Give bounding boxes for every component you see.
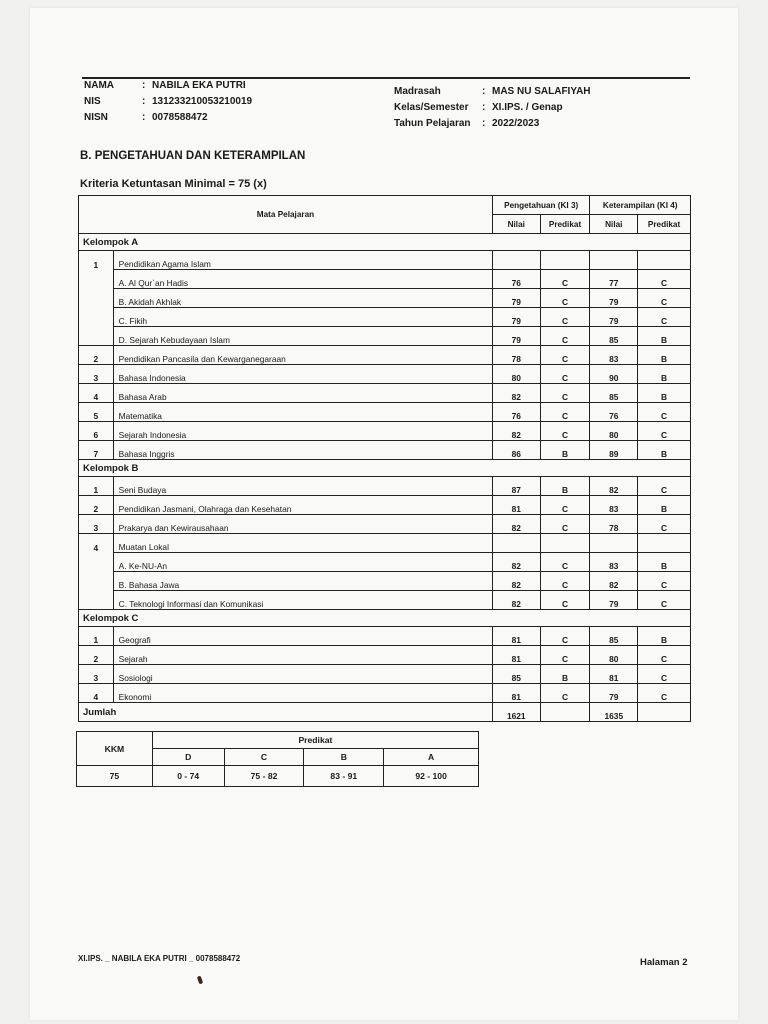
ki3-score: 81 xyxy=(492,684,540,703)
ki3-predikat: C xyxy=(540,308,590,327)
row-number: 2 xyxy=(79,496,114,515)
ki4-score xyxy=(590,251,638,270)
table-row xyxy=(79,646,691,665)
ki4-score xyxy=(590,534,638,553)
ki4-score: 82 xyxy=(590,572,638,591)
madrasah-row xyxy=(394,84,591,100)
subject-name: C. Teknologi Informasi dan Komunikasi xyxy=(113,591,492,610)
row-number: 3 xyxy=(79,515,114,534)
table-row xyxy=(79,665,691,684)
ki3-predikat: C xyxy=(540,422,590,441)
total-row xyxy=(79,703,691,722)
ki4-predikat: C xyxy=(638,572,691,591)
range-c: 75 - 82 xyxy=(224,766,304,787)
section-title: B. PENGETAHUAN DAN KETERAMPILAN xyxy=(80,150,306,162)
ki3-score: 82 xyxy=(492,515,540,534)
ki4-score: 80 xyxy=(590,646,638,665)
row-number: 1 xyxy=(79,627,114,646)
table-row xyxy=(79,553,691,572)
table-row xyxy=(79,684,691,703)
ki3-score: 82 xyxy=(492,384,540,403)
ki4-score: 83 xyxy=(590,553,638,572)
range-a: 92 - 100 xyxy=(384,766,479,787)
ki3-predikat: C xyxy=(540,553,590,572)
subject-name: Seni Budaya xyxy=(113,477,492,496)
ki3-predikat: C xyxy=(540,496,590,515)
row-number xyxy=(79,553,114,572)
ki4-predikat xyxy=(638,534,691,553)
subject-name: Matematika xyxy=(113,403,492,422)
ki4-predikat: C xyxy=(638,289,691,308)
madrasah-value: MAS NU SALAFIYAH xyxy=(492,86,591,97)
ki3-score: 82 xyxy=(492,422,540,441)
subject-name: Ekonomi xyxy=(113,684,492,703)
nisn-value: 0078588472 xyxy=(152,112,208,123)
ki4-predikat: B xyxy=(638,553,691,572)
table-row xyxy=(79,308,691,327)
kkm-value: 75 xyxy=(77,766,153,787)
row-number xyxy=(79,327,114,346)
predikat-label: Predikat xyxy=(152,732,478,749)
nama-label: NAMA xyxy=(84,80,114,91)
subject-name: Prakarya dan Kewirausahaan xyxy=(113,515,492,534)
ki3-score: 87 xyxy=(492,477,540,496)
ki4-score: 79 xyxy=(590,684,638,703)
ki3-score: 85 xyxy=(492,665,540,684)
row-number xyxy=(79,308,114,327)
ki4-score: 80 xyxy=(590,422,638,441)
subject-name: Muatan Lokal xyxy=(113,534,492,553)
grade-a: A xyxy=(384,749,479,766)
ki4-predikat: C xyxy=(638,270,691,289)
ki4-score: 78 xyxy=(590,515,638,534)
group-header-row xyxy=(79,610,691,627)
total-label: Jumlah xyxy=(79,703,493,722)
colon: : xyxy=(482,86,486,97)
ki4-score: 89 xyxy=(590,441,638,460)
ki3-score: 79 xyxy=(492,327,540,346)
ki3-score: 79 xyxy=(492,308,540,327)
subject-name: B. Akidah Akhlak xyxy=(113,289,492,308)
row-number: 2 xyxy=(79,646,114,665)
ki3-score: 82 xyxy=(492,591,540,610)
ki4-score: 85 xyxy=(590,627,638,646)
row-number: 4 xyxy=(79,384,114,403)
group-label: Kelompok A xyxy=(79,234,691,251)
ki4-predikat: C xyxy=(638,403,691,422)
ki3-predikat: C xyxy=(540,346,590,365)
kkm-table xyxy=(76,731,479,787)
ki4-score: 79 xyxy=(590,591,638,610)
ki4-predikat: C xyxy=(638,646,691,665)
ki3-predikat: C xyxy=(540,627,590,646)
kelas-value: XI.IPS. / Genap xyxy=(492,102,563,113)
ki3-score: 76 xyxy=(492,403,540,422)
table-row xyxy=(79,515,691,534)
row-number xyxy=(79,572,114,591)
grades-table xyxy=(78,195,691,722)
ki4-predikat: B xyxy=(638,384,691,403)
ki4-score: 77 xyxy=(590,270,638,289)
row-number: 3 xyxy=(79,365,114,384)
range-d: 0 - 74 xyxy=(152,766,224,787)
header-ki3: Pengetahuan (KI 3) xyxy=(492,196,590,215)
nis-value: 131233210053210019 xyxy=(152,96,253,107)
ki4-score: 82 xyxy=(590,477,638,496)
ki4-predikat: B xyxy=(638,346,691,365)
header-nilai-ki3: Nilai xyxy=(492,215,540,234)
kelas-row xyxy=(394,100,591,116)
ki3-score: 81 xyxy=(492,496,540,515)
ki3-score: 82 xyxy=(492,553,540,572)
total-ki3-predikat xyxy=(540,703,590,722)
table-row xyxy=(79,441,691,460)
group-header-row xyxy=(79,460,691,477)
header-subject: Mata Pelajaran xyxy=(79,196,493,234)
table-row xyxy=(79,289,691,308)
ki3-predikat xyxy=(540,251,590,270)
ki3-score: 80 xyxy=(492,365,540,384)
range-b: 83 - 91 xyxy=(304,766,384,787)
ki3-score xyxy=(492,534,540,553)
ki4-predikat: B xyxy=(638,496,691,515)
ki3-predikat xyxy=(540,534,590,553)
subject-name: Sejarah Indonesia xyxy=(113,422,492,441)
ki4-predikat: C xyxy=(638,684,691,703)
table-row xyxy=(79,251,691,270)
ki4-score: 85 xyxy=(590,384,638,403)
row-number: 7 xyxy=(79,441,114,460)
kkm-label: KKM xyxy=(77,732,153,766)
ki4-predikat: C xyxy=(638,665,691,684)
ki4-score: 83 xyxy=(590,496,638,515)
ki4-predikat: C xyxy=(638,308,691,327)
ki3-predikat: B xyxy=(540,665,590,684)
row-number xyxy=(79,270,114,289)
subject-name: Bahasa Inggris xyxy=(113,441,492,460)
total-ki4: 1635 xyxy=(590,703,638,722)
ki4-predikat: C xyxy=(638,422,691,441)
subject-name: A. Ke-NU-An xyxy=(113,553,492,572)
nisn-label: NISN xyxy=(84,112,108,123)
subject-name: Sosiologi xyxy=(113,665,492,684)
nisn-row xyxy=(84,110,252,126)
subject-name: Bahasa Indonesia xyxy=(113,365,492,384)
ki4-predikat: B xyxy=(638,365,691,384)
ki4-score: 79 xyxy=(590,308,638,327)
ki3-score: 78 xyxy=(492,346,540,365)
ki3-predikat: C xyxy=(540,384,590,403)
table-row xyxy=(79,591,691,610)
table-row xyxy=(79,627,691,646)
kelas-label: Kelas/Semester xyxy=(394,102,469,113)
nis-row xyxy=(84,94,252,110)
colon: : xyxy=(142,112,146,123)
ki3-predikat: C xyxy=(540,591,590,610)
ki3-predikat: B xyxy=(540,477,590,496)
row-number xyxy=(79,591,114,610)
row-number: 4 xyxy=(79,684,114,703)
subject-name: Pendidikan Jasmani, Olahraga dan Kesehatan xyxy=(113,496,492,515)
table-row xyxy=(79,365,691,384)
header-predikat-ki4: Predikat xyxy=(638,215,691,234)
colon: : xyxy=(482,102,486,113)
ki3-score: 76 xyxy=(492,270,540,289)
subject-name: Pendidikan Pancasila dan Kewarganegaraan xyxy=(113,346,492,365)
table-row xyxy=(79,327,691,346)
nis-label: NIS xyxy=(84,96,101,107)
table-row xyxy=(79,572,691,591)
group-label: Kelompok B xyxy=(79,460,691,477)
ki3-score: 81 xyxy=(492,646,540,665)
colon: : xyxy=(142,80,146,91)
ki3-score xyxy=(492,251,540,270)
ki3-score: 86 xyxy=(492,441,540,460)
student-identity xyxy=(84,78,252,126)
ki4-score: 81 xyxy=(590,665,638,684)
grade-d: D xyxy=(152,749,224,766)
group-label: Kelompok C xyxy=(79,610,691,627)
row-number: 4 xyxy=(79,534,114,553)
ki4-score: 85 xyxy=(590,327,638,346)
ki4-score: 90 xyxy=(590,365,638,384)
ki3-predikat: C xyxy=(540,327,590,346)
table-row xyxy=(79,534,691,553)
ki4-predikat: B xyxy=(638,441,691,460)
tahun-value: 2022/2023 xyxy=(492,118,540,129)
ki3-score: 79 xyxy=(492,289,540,308)
ki3-predikat: B xyxy=(540,441,590,460)
total-ki4-predikat xyxy=(638,703,691,722)
table-row xyxy=(79,384,691,403)
header-predikat-ki3: Predikat xyxy=(540,215,590,234)
grade-b: B xyxy=(304,749,384,766)
ki4-score: 76 xyxy=(590,403,638,422)
table-row xyxy=(79,496,691,515)
ki4-predikat: C xyxy=(638,477,691,496)
colon: : xyxy=(482,118,486,129)
ki3-predikat: C xyxy=(540,365,590,384)
subject-name: Pendidikan Agama Islam xyxy=(113,251,492,270)
header-ki4: Keterampilan (KI 4) xyxy=(590,196,691,215)
kkm-title: Kriteria Ketuntasan Minimal = 75 (x) xyxy=(80,178,267,190)
ki3-predikat: C xyxy=(540,289,590,308)
school-identity xyxy=(394,84,591,132)
footer-student-id: XI.IPS. _ NABILA EKA PUTRI _ 0078588472 xyxy=(78,954,241,963)
table-row xyxy=(79,270,691,289)
ki4-score: 83 xyxy=(590,346,638,365)
ki4-predikat: C xyxy=(638,591,691,610)
subject-name: Sejarah xyxy=(113,646,492,665)
ki3-predikat: C xyxy=(540,515,590,534)
row-number: 6 xyxy=(79,422,114,441)
table-row xyxy=(79,477,691,496)
ki3-predikat: C xyxy=(540,572,590,591)
ki3-predikat: C xyxy=(540,646,590,665)
subject-name: A. Al Qur`an Hadis xyxy=(113,270,492,289)
subject-name: D. Sejarah Kebudayaan Islam xyxy=(113,327,492,346)
ki4-predikat xyxy=(638,251,691,270)
row-number: 1 xyxy=(79,251,114,270)
tahun-label: Tahun Pelajaran xyxy=(394,118,471,129)
group-header-row xyxy=(79,234,691,251)
ki4-predikat: B xyxy=(638,627,691,646)
row-number: 2 xyxy=(79,346,114,365)
page-number: Halaman 2 xyxy=(640,957,688,968)
subject-name: Geografi xyxy=(113,627,492,646)
ki3-predikat: C xyxy=(540,684,590,703)
row-number: 3 xyxy=(79,665,114,684)
table-row xyxy=(79,346,691,365)
grade-c: C xyxy=(224,749,304,766)
row-number xyxy=(79,289,114,308)
header-nilai-ki4: Nilai xyxy=(590,215,638,234)
row-number: 1 xyxy=(79,477,114,496)
ki3-score: 82 xyxy=(492,572,540,591)
ki3-predikat: C xyxy=(540,403,590,422)
tahun-row xyxy=(394,116,591,132)
subject-name: B. Bahasa Jawa xyxy=(113,572,492,591)
ki4-predikat: B xyxy=(638,327,691,346)
madrasah-label: Madrasah xyxy=(394,86,441,97)
ki3-score: 81 xyxy=(492,627,540,646)
subject-name: Bahasa Arab xyxy=(113,384,492,403)
table-row xyxy=(79,422,691,441)
subject-name: C. Fikih xyxy=(113,308,492,327)
colon: : xyxy=(142,96,146,107)
table-row xyxy=(79,403,691,422)
total-ki3: 1621 xyxy=(492,703,540,722)
ki3-predikat: C xyxy=(540,270,590,289)
ki4-score: 79 xyxy=(590,289,638,308)
nama-row xyxy=(84,78,252,94)
nama-value: NABILA EKA PUTRI xyxy=(152,80,246,91)
row-number: 5 xyxy=(79,403,114,422)
ki4-predikat: C xyxy=(638,515,691,534)
